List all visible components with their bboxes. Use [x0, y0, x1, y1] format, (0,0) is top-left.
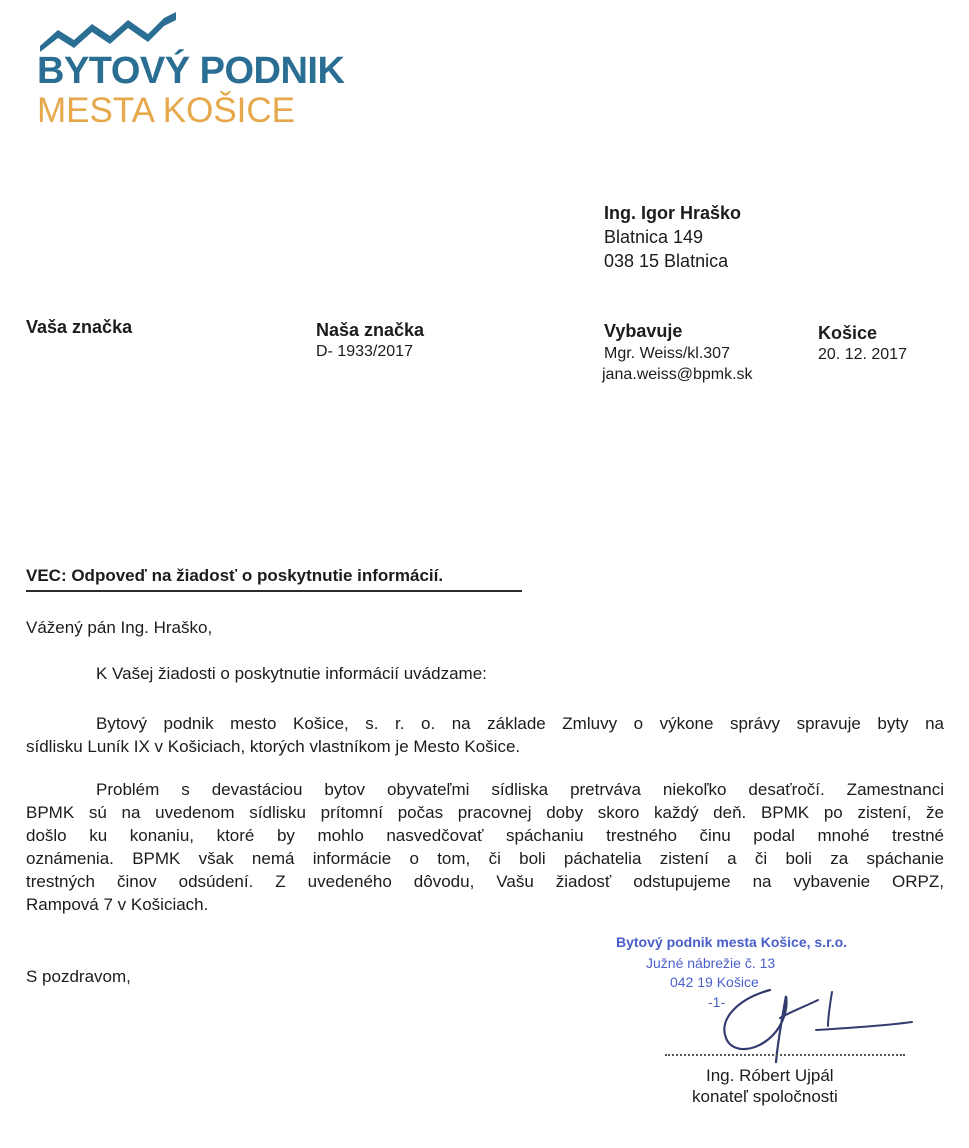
signature-line [665, 1054, 905, 1056]
logo-text-line1: BYTOVÝ PODNIK [37, 50, 345, 92]
handled-by-name: Mgr. Weiss/kl.307 [604, 345, 730, 362]
stamp-address: Južné nábrežie č. 13 [646, 955, 776, 971]
paragraph-2-line: došlo ku konaniu, ktoré by mohlo nasvedčovať spáchaniu trestného činu podal mnohé trestné [26, 826, 944, 845]
signatory-name: Ing. Róbert Ujpál [706, 1066, 834, 1085]
logo-text-line2: MESTA KOŠICE [37, 91, 296, 130]
your-ref-label: Vaša značka [26, 317, 133, 337]
paragraph-2-line: trestných činov odsúdení. Z uvedeného dôvodu, Vašu žiadosť odstupujeme na vybavenie ORPZ, [26, 872, 944, 891]
our-ref-value: D- 1933/2017 [316, 343, 413, 360]
intro-text: K Vašej žiadosti o poskytnutie informácií uvádzame: [96, 664, 487, 683]
signatory-title: konateľ spoločnosti [692, 1087, 838, 1106]
addressee-street: Blatnica 149 [604, 227, 704, 247]
addressee-name: Ing. Igor Hraško [604, 203, 742, 223]
paragraph-2-line: Problém s devastáciou bytov obyvateľmi sídliska pretrváva niekoľko desaťročí. Zamestnanci [96, 780, 944, 799]
handled-by-label: Vybavuje [604, 321, 683, 341]
logo-roof-icon [36, 10, 181, 52]
paragraph-2 [26, 778, 944, 916]
handled-by-email: jana.weiss@bpmk.sk [602, 366, 753, 383]
subject-line: VEC: Odpoveď na žiadosť o poskytnutie informácií. [26, 566, 444, 585]
stamp-company: Bytový podnik mesta Košice, s.r.o. [616, 934, 848, 950]
paragraph-2-line: Rampová 7 v Košiciach. [26, 895, 209, 914]
subject-underline [26, 590, 522, 592]
paragraph-1-line: sídlisku Luník IX v Košiciach, ktorých vlastníkom je Mesto Košice. [26, 737, 521, 756]
paragraph-2-line: BPMK sú na uvedenom sídlisku prítomní počas pracovnej doby skoro každý deň. BPMK po zistení, že [26, 803, 944, 822]
salutation: Vážený pán Ing. Hraško, [26, 618, 213, 637]
closing: S pozdravom, [26, 967, 131, 986]
paragraph-1 [26, 712, 944, 758]
place-label: Košice [818, 323, 878, 343]
letter-date: 20. 12. 2017 [818, 346, 907, 363]
paragraph-2-line: oznámenia. BPMK však nemá informácie o tom, či boli páchatelia zistení a či boli za spáchanie [26, 849, 944, 868]
paragraph-1-line: Bytový podnik mesto Košice, s. r. o. na základe Zmluvy o výkone správy spravuje byty na [96, 714, 944, 733]
our-ref-label: Naša značka [316, 320, 425, 340]
stamp-number: -1- [708, 994, 726, 1010]
addressee-city: 038 15 Blatnica [604, 251, 729, 271]
stamp-city: 042 19 Košice [670, 974, 759, 990]
